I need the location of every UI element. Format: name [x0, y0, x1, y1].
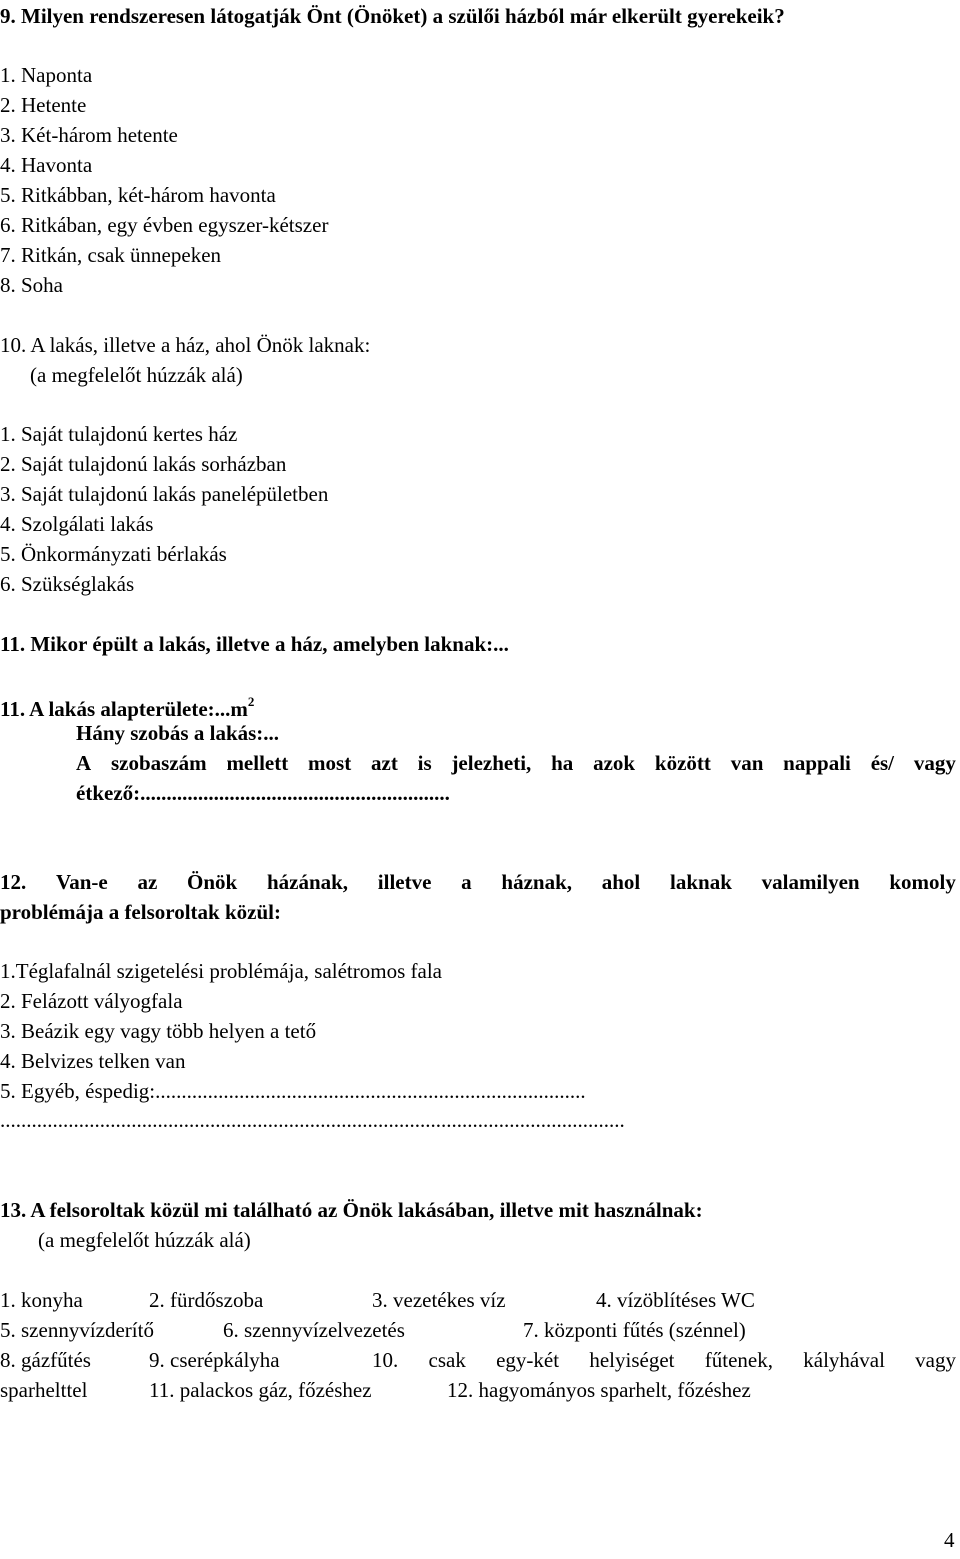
q13-item-10-continuation: sparhelttel [0, 1378, 88, 1402]
q10-option-2: 2. Saját tulajdonú lakás sorházban [0, 452, 287, 476]
q13-item-3: 3. vezetékes víz [372, 1288, 506, 1312]
q11-build-year: 11. Mikor épült a lakás, illetve a ház, amelyben laknak:... [0, 632, 509, 656]
word: egy-két [496, 1348, 560, 1372]
q12-option-2: 2. Felázott vályogfala [0, 989, 183, 1013]
word: csak [428, 1348, 466, 1372]
q10-title: 10. A lakás, illetve a ház, ahol Önök laknak: [0, 333, 371, 357]
q10-option-1: 1. Saját tulajdonú kertes ház [0, 422, 238, 446]
word: és/ [870, 751, 895, 775]
word: illetve [377, 870, 432, 894]
q9-option-5: 5. Ritkábban, két-három havonta [0, 183, 276, 207]
q12-option-4: 4. Belvizes telken van [0, 1049, 186, 1073]
word: Van-e [55, 870, 108, 894]
word: az [137, 870, 158, 894]
q13-note: (a megfelelőt húzzák alá) [38, 1228, 251, 1252]
word: között [654, 751, 711, 775]
q10-option-3: 3. Saját tulajdonú lakás panelépületben [0, 482, 329, 506]
q11-area-label: 11. A lakás alapterülete:...m [0, 697, 248, 721]
word: laknak [670, 870, 732, 894]
word: 10. [372, 1348, 399, 1372]
q13-title: 13. A felsoroltak közül mi található az Önök lakásában, illetve mit használnak: [0, 1198, 703, 1222]
q13-item-2: 2. fürdőszoba [149, 1288, 264, 1312]
word: ahol [601, 870, 641, 894]
q10-option-4: 4. Szolgálati lakás [0, 512, 154, 536]
word: mellett [226, 751, 289, 775]
q9-option-7: 7. Ritkán, csak ünnepeken [0, 243, 222, 267]
word: háznak, [501, 870, 573, 894]
word: 12. [0, 870, 27, 894]
word: azt [371, 751, 398, 775]
word: is [417, 751, 432, 775]
q9-title: 9. Milyen rendszeresen látogatják Önt (Önöket) a szülői házból már elkerült gyerekeik? [0, 4, 785, 28]
word: házának, [266, 870, 349, 894]
q13-item-12: 12. hagyományos sparhelt, főzéshez [447, 1378, 751, 1402]
word: komoly [889, 870, 956, 894]
q12-option-1: 1.Téglafalnál szigetelési problémája, salétromos fala [0, 959, 442, 983]
q12-option-5: 5. Egyéb, éspedig:.................................................................................. [0, 1079, 586, 1103]
q9-option-2: 2. Hetente [0, 93, 87, 117]
q13-item-10 [372, 1348, 956, 1372]
q12-title-line1 [0, 870, 956, 894]
q13-item-5: 5. szennyvízderítő [0, 1318, 154, 1342]
word: van [730, 751, 764, 775]
q11-note-line1 [76, 751, 956, 775]
word: Önök [187, 870, 238, 894]
q11-note-line2: étkező:........................................................... [76, 781, 450, 805]
q9-option-8: 8. Soha [0, 273, 63, 297]
q9-option-6: 6. Ritkában, egy évben egyszer-kétszer [0, 213, 329, 237]
word: ha [551, 751, 574, 775]
word: fűtenek, [704, 1348, 773, 1372]
q9-option-4: 4. Havonta [0, 153, 93, 177]
q13-item-4: 4. vízöblítéses WC [596, 1288, 755, 1312]
q13-item-9: 9. cserépkályha [149, 1348, 280, 1372]
word: most [308, 751, 352, 775]
word: azok [593, 751, 636, 775]
q11-area-unit-sup: 2 [247, 694, 255, 709]
q11-area [0, 692, 254, 721]
word: a [461, 870, 472, 894]
word: szobaszám [110, 751, 207, 775]
q13-item-6: 6. szennyvízelvezetés [223, 1318, 405, 1342]
word: nappali [783, 751, 851, 775]
word: A [76, 751, 92, 775]
q9-option-1: 1. Naponta [0, 63, 93, 87]
q12-option-5-continuation: ....................................................................................................................... [0, 1108, 625, 1132]
q10-option-6: 6. Szükséglakás [0, 572, 135, 596]
q13-item-8: 8. gázfűtés [0, 1348, 91, 1372]
word: jelezheti, [451, 751, 532, 775]
q13-item-7: 7. központi fűtés (szénnel) [523, 1318, 746, 1342]
q13-item-11: 11. palackos gáz, főzéshez [149, 1378, 372, 1402]
word: vagy [913, 751, 956, 775]
q10-note: (a megfelelőt húzzák alá) [30, 363, 243, 387]
q12-option-3: 3. Beázik egy vagy több helyen a tető [0, 1019, 317, 1043]
word: helyiséget [589, 1348, 675, 1372]
page-number: 4 [944, 1528, 955, 1552]
word: vagy [915, 1348, 956, 1372]
q13-item-1: 1. konyha [0, 1288, 83, 1312]
q11-rooms: Hány szobás a lakás:... [76, 721, 280, 745]
q12-title-line2: problémája a felsoroltak közül: [0, 900, 281, 924]
q10-option-5: 5. Önkormányzati bérlakás [0, 542, 227, 566]
word: valamilyen [761, 870, 860, 894]
q9-option-3: 3. Két-három hetente [0, 123, 178, 147]
word: kályhával [803, 1348, 885, 1372]
